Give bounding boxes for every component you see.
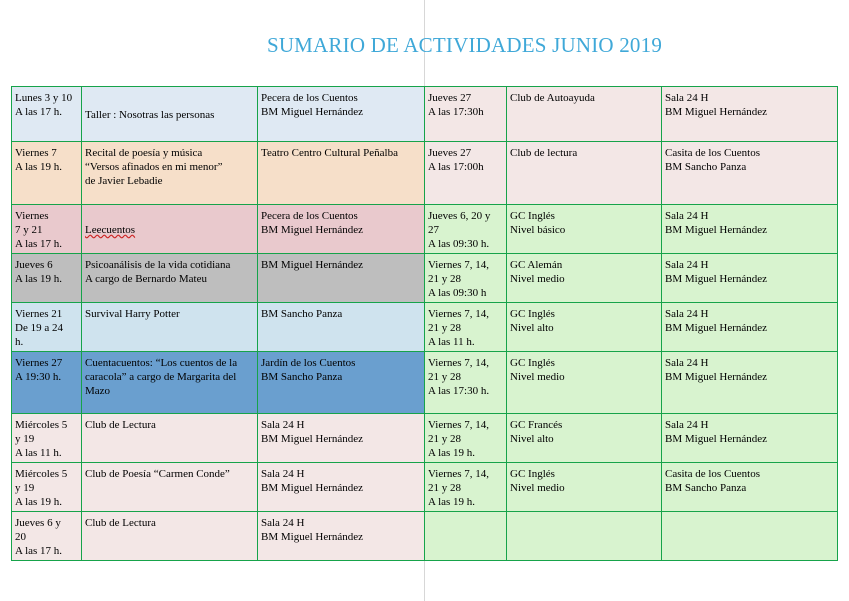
- date-cell: Viernes 7, 14, 21 y 28 A las 17:30 h.: [425, 352, 507, 414]
- activity-cell: Psicoanálisis de la vida cotidiana A cargo de Bernardo Mateu: [82, 254, 258, 303]
- place-cell: Sala 24 H BM Miguel Hernández: [662, 205, 838, 254]
- activity-cell: GC Inglés Nivel básico: [507, 205, 662, 254]
- date-cell: Viernes 7, 14, 21 y 28 A las 09:30 h: [425, 254, 507, 303]
- place-cell: Sala 24 H BM Miguel Hernández: [662, 352, 838, 414]
- date-cell: Miércoles 5 y 19 A las 11 h.: [12, 414, 82, 463]
- table-row: [12, 303, 838, 352]
- activity-cell: GC Alemán Nivel medio: [507, 254, 662, 303]
- table-row: [12, 87, 838, 142]
- place-cell: Teatro Centro Cultural Peñalba: [258, 142, 425, 205]
- date-cell: Lunes 3 y 10 A las 17 h.: [12, 87, 82, 142]
- activity-cell: GC Francés Nivel alto: [507, 414, 662, 463]
- activity-cell: Cuentacuentos: “Los cuentos de la caracola” a cargo de Margarita del Mazo: [82, 352, 258, 414]
- activity-cell: Survival Harry Potter: [82, 303, 258, 352]
- table-row: [12, 254, 838, 303]
- activity-cell: Recital de poesía y música “Versos afinados en mi menor” de Javier Lebadie: [82, 142, 258, 205]
- place-cell: Jardín de los Cuentos BM Sancho Panza: [258, 352, 425, 414]
- activity-cell: GC Inglés Nivel alto: [507, 303, 662, 352]
- activity-cell: Club de Lectura: [82, 414, 258, 463]
- table-row: [12, 352, 838, 414]
- date-cell: Viernes 7, 14, 21 y 28 A las 19 h.: [425, 414, 507, 463]
- place-cell: Casita de los Cuentos BM Sancho Panza: [662, 463, 838, 512]
- date-cell: Jueves 27 A las 17:00h: [425, 142, 507, 205]
- place-cell: Sala 24 H BM Miguel Hernández: [662, 414, 838, 463]
- date-cell: Jueves 6 y 20 A las 17 h.: [12, 512, 82, 561]
- place-cell: Sala 24 H BM Miguel Hernández: [662, 87, 838, 142]
- date-cell: Viernes 27 A 19:30 h.: [12, 352, 82, 414]
- date-cell: Jueves 27 A las 17:30h: [425, 87, 507, 142]
- place-cell: Pecera de los Cuentos BM Miguel Hernández: [258, 87, 425, 142]
- place-cell: Pecera de los Cuentos BM Miguel Hernández: [258, 205, 425, 254]
- activity-cell: [82, 205, 258, 254]
- place-cell: Sala 24 H BM Miguel Hernández: [258, 512, 425, 561]
- place-cell: Sala 24 H BM Miguel Hernández: [258, 463, 425, 512]
- table-row: [12, 512, 838, 561]
- date-cell: Viernes 7 y 21 A las 17 h.: [12, 205, 82, 254]
- date-cell: Miércoles 5 y 19 A las 19 h.: [12, 463, 82, 512]
- date-cell: Viernes 7, 14, 21 y 28 A las 19 h.: [425, 463, 507, 512]
- activity-cell: Club de Autoayuda: [507, 87, 662, 142]
- date-cell: [425, 512, 507, 561]
- activity-cell: Club de lectura: [507, 142, 662, 205]
- place-cell: Casita de los Cuentos BM Sancho Panza: [662, 142, 838, 205]
- place-cell: BM Miguel Hernández: [258, 254, 425, 303]
- place-cell: Sala 24 H BM Miguel Hernández: [662, 303, 838, 352]
- activity-cell: GC Inglés Nivel medio: [507, 352, 662, 414]
- place-cell: BM Sancho Panza: [258, 303, 425, 352]
- date-cell: Viernes 21 De 19 a 24 h.: [12, 303, 82, 352]
- table-row: [12, 414, 838, 463]
- activity-cell: Club de Poesía “Carmen Conde”: [82, 463, 258, 512]
- page-title: SUMARIO DE ACTIVIDADES JUNIO 2019: [266, 33, 663, 57]
- activity-cell: GC Inglés Nivel medio: [507, 463, 662, 512]
- activities-table: [11, 86, 838, 561]
- activity-cell: Taller : Nosotras las personas: [82, 87, 258, 142]
- date-cell: Viernes 7 A las 19 h.: [12, 142, 82, 205]
- table-row: [12, 142, 838, 205]
- date-cell: Viernes 7, 14, 21 y 28 A las 11 h.: [425, 303, 507, 352]
- date-cell: Jueves 6 A las 19 h.: [12, 254, 82, 303]
- place-cell: Sala 24 H BM Miguel Hernández: [258, 414, 425, 463]
- activity-text: Leecuentos: [85, 224, 136, 236]
- activity-cell: Club de Lectura: [82, 512, 258, 561]
- date-cell: Jueves 6, 20 y 27 A las 09:30 h.: [425, 205, 507, 254]
- table-row: [12, 463, 838, 512]
- table-row: [12, 205, 838, 254]
- place-cell: Sala 24 H BM Miguel Hernández: [662, 254, 838, 303]
- place-cell: [662, 512, 838, 561]
- activity-cell: [507, 512, 662, 561]
